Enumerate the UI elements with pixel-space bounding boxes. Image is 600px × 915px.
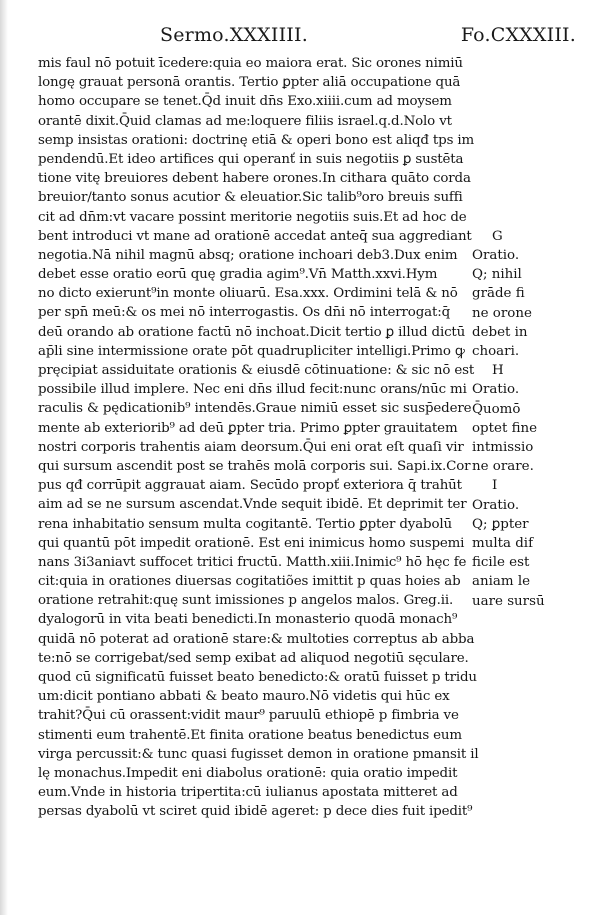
text-line: persas dyabolū vt sciret quid ibidē ageret: p dece dies fuit ipedit⁹ xyxy=(38,804,473,820)
text-line: aim ad se ne sursum ascendat.Vnde sequit ibidē. Et deprimit ter xyxy=(38,497,467,513)
marginal-note: optet fine xyxy=(472,420,538,436)
text-line: pendendū.Et ideo artifices qui operanť in suis negotiis ꝑ sustēta xyxy=(38,151,464,167)
marginal-note: I xyxy=(492,478,498,494)
marginal-note: Oratio. xyxy=(472,248,520,263)
text-line: quidā nō poterat ad orationē stare:& multoties correptus ab abba xyxy=(38,631,475,647)
text-line: homo occupare se tenet.Q̄d inuit dn̄s Exo.xiiii.cum ad moysem xyxy=(38,94,452,110)
sermon-number: Sermo.XXXIIII. xyxy=(160,24,308,46)
marginal-note: Q̄uomō xyxy=(472,401,521,417)
text-line: mis faul nō potuit īcedere:quia eo maiora erat. Sic orones nimiū xyxy=(38,56,463,71)
marginal-note: ne orare. xyxy=(472,459,534,475)
marginal-note: multa dif xyxy=(472,536,534,551)
text-line: tione vitę breuiores debent habere orones.In cithara quāto corda xyxy=(38,171,471,187)
text-line: dyalogorū in vita beati benedicti.In monasterio quodā monach⁹ xyxy=(38,612,458,628)
text-line: nostri corporis trahentis aiam deorsum.Q̄ui eni orat eſt quaſi vir xyxy=(38,439,464,455)
marginal-note: debet in xyxy=(472,324,528,340)
text-line: ap̄li sine intermissione orate pōt quadrupliciter intelligi.Primo ꝙ xyxy=(38,343,465,359)
marginal-note: intmissio xyxy=(472,440,534,455)
text-line: um:dicit pontiano abbati & beato mauro.Nō videtis qui hūc ex xyxy=(38,689,450,705)
text-line: no dicto exierunt⁹in monte oliuarū. Esa.xxx. Ordimini telā & nō xyxy=(38,286,458,302)
text-line: lę monachus.Impedit eni diabolus orationē: quia oratio impedit xyxy=(38,765,458,781)
text-line: possibile illud implere. Nec eni dn̄s illud fecit:nunc orans/nūc mi xyxy=(38,382,467,398)
main-text-block xyxy=(38,54,508,822)
page-edge-shadow xyxy=(0,0,8,915)
text-line: te:nō se corrigebat/sed semp exibat ad aliquod negotiū sęculare. xyxy=(38,650,469,666)
text-line: stimenti eum trahentē.Et finita oratione beatus benedictus eum xyxy=(38,727,462,743)
text-line: cit ad dn̄m:vt vacare possint meritorie negotiis suis.Et ad hoc de xyxy=(38,209,467,225)
marginal-note: ficile est xyxy=(472,555,530,571)
marginal-note: grāde fi xyxy=(472,286,525,302)
text-line: negotia.Nā nihil magnū absq; oratione inchoari deb3.Dux enim xyxy=(38,247,458,263)
text-line: debet esse oratio eorū quę gradia agim⁹.Vn̄ Matth.xxvi.Hym xyxy=(38,267,438,283)
text-line: orantē dixit.Q̄uid clamas ad me:loquere filiis israel.q.d.Nolo vt xyxy=(38,113,452,129)
folio-number: Fo.CXXXIII. xyxy=(460,24,576,46)
text-line: pręcipiat assiduitate orationis & eiusdē cōtinuatione: & sic nō est xyxy=(38,363,475,378)
text-line: raculis & pędicationib⁹ intendēs.Graue nimiū esset sic susp̄edere xyxy=(38,401,472,417)
text-line: rena inhabitatio sensum multa cogitantē. Tertio ꝑpter dyabolū xyxy=(38,516,452,532)
text-line: virga percussit:& tunc quasi fugisset demon in oratione pmansit il xyxy=(38,746,479,762)
marginal-note: H xyxy=(492,363,504,379)
text-line: qui quantū pōt impedit orationē. Est eni inimicus homo suspemi xyxy=(38,535,465,551)
text-line: pus qđ corrūpit aggrauat aiam. Secūdo propť exteriora q̄ trahūt xyxy=(38,478,462,494)
text-line: mente ab exteriorib⁹ ad deū ꝑpter tria. Primo ꝑpter grauitatem xyxy=(38,420,458,436)
text-line: per spn̄ meū:& os mei nō interrogastis. Os dn̄i nō interrogat:q̄ xyxy=(38,305,450,321)
text-line: deū orando ab oratione factū nō inchoat.Dicit tertio ꝑ illud dictū xyxy=(38,324,466,340)
text-line: longę grauat personā orantis. Tertio ꝑpter aliā occupatione quā xyxy=(38,75,461,91)
text-line: qui sursum ascendit post se trahēs molā corporis sui. Sapi.ix.Cor xyxy=(38,458,471,474)
text-line: quod cū significatū fuisset beato benedicto:& oratū fuisset p tridu xyxy=(38,670,477,685)
text-line: eum.Vnde in historia tripertita:cū iulianus apostata mitteret ad xyxy=(38,785,458,801)
text-line: nans 3i3aniavt suffocet tritici fructū. Matth.xiii.Inimic⁹ hō hęc fe xyxy=(38,554,467,570)
marginal-note: Oratio. xyxy=(472,497,520,513)
marginal-note: uare sursū xyxy=(472,593,545,609)
text-line: semp insistas orationi: doctrinę etiā & operi bono est aliqđ tps im xyxy=(38,132,475,148)
marginal-note: G xyxy=(492,228,503,244)
marginal-note: choari. xyxy=(472,344,520,359)
running-head xyxy=(160,24,580,50)
marginal-note: Q; ꝑpter xyxy=(472,516,529,532)
text-line: breuior/tanto sonus acutior & eleuatior.Sic talib⁹oro breuis suffi xyxy=(38,190,463,206)
marginal-note: Oratio. xyxy=(472,382,520,398)
text-line: bent introduci vt mane ad orationē accedat anteq̄ sua aggrediant xyxy=(38,228,472,244)
marginal-note: Q; nihil xyxy=(472,267,522,283)
marginal-note: aniam le xyxy=(472,574,531,590)
text-line: cit:quia in orationes diuersas cogitatiões imittit p quas hoies ab xyxy=(38,574,461,590)
text-line: oratione retrahit:quę sunt imissiones p angelos malos. Greg.ii. xyxy=(38,593,454,609)
marginal-note: ne orone xyxy=(472,305,532,321)
text-line: trahit?Q̄ui cū orassent:vidit maur⁹ paruulū ethiopē p fimbria ve xyxy=(38,708,459,724)
